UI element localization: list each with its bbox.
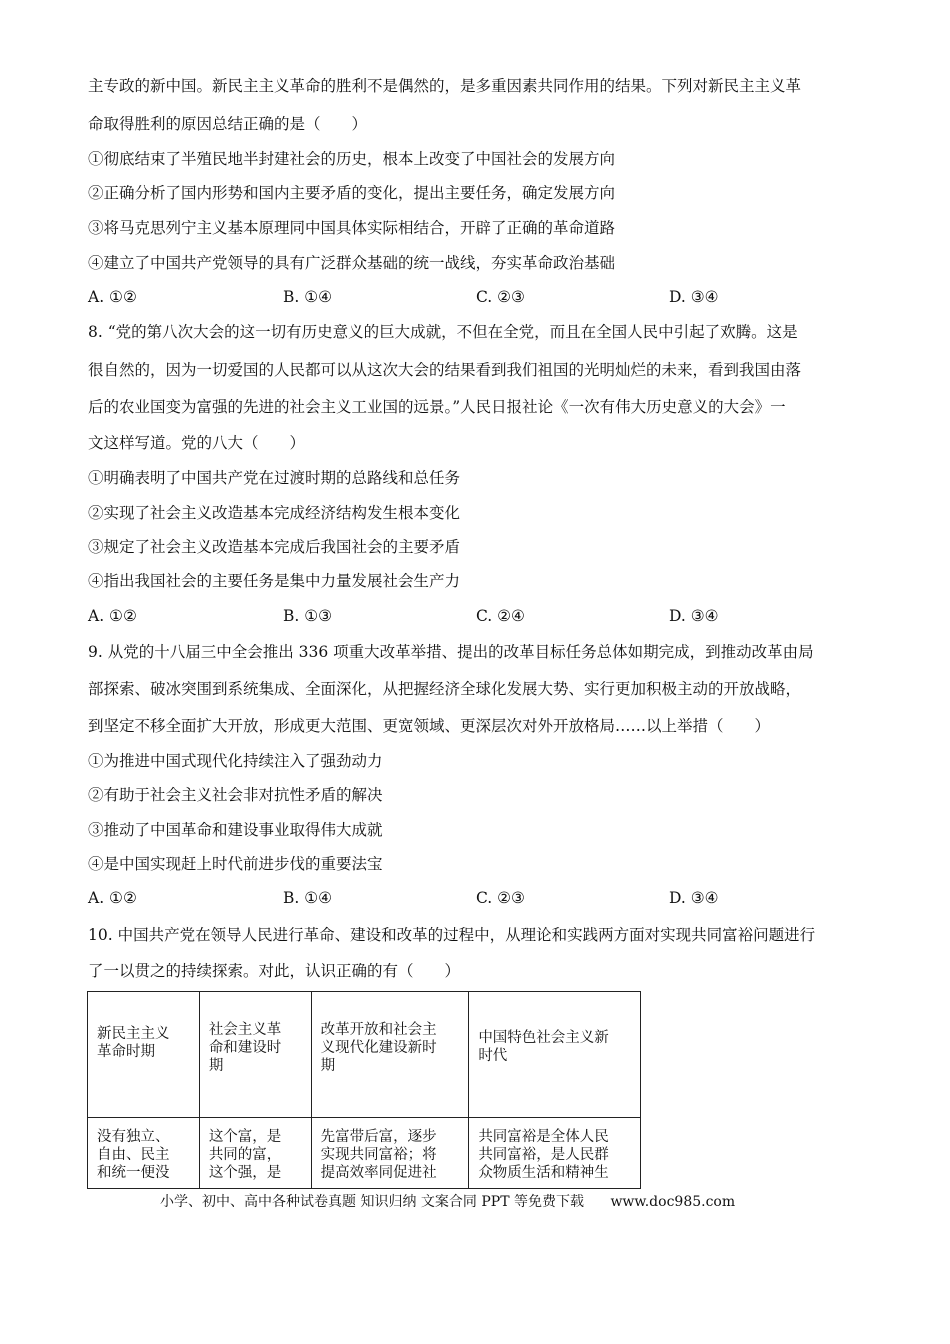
table-header-cell: 改革开放和社会主 义现代化建设新时 期 [311, 992, 469, 1118]
q8-statement: ④指出我国社会的主要任务是集中力量发展社会生产力 [88, 572, 461, 590]
q9-statement: ③推动了中国革命和建设事业取得伟大成就 [88, 821, 383, 839]
q9-statement: ④是中国实现赶上时代前进步伐的重要法宝 [88, 855, 383, 873]
table-header-cell: 中国特色社会主义新 时代 [469, 992, 641, 1118]
table-header-cell: 新民主主义 革命时期 [88, 992, 200, 1118]
footer-link[interactable]: www.doc985.com [610, 1194, 736, 1210]
q7-statement: ①彻底结束了半殖民地半封建社会的历史，根本上改变了中国社会的发展方向 [88, 150, 616, 168]
q8-stem-line: 8. “党的第八次大会的这一切有历史意义的巨大成就，不但在全党，而且在全国人民中引起了欢腾。这是 [88, 323, 798, 341]
q7-option-c: C. ②③ [476, 288, 525, 306]
table-cell: 先富带后富，逐步 实现共同富裕；将 提高效率同促进社 [311, 1118, 469, 1189]
table-row [88, 1118, 641, 1189]
q9-statement: ①为推进中国式现代化持续注入了强劲动力 [88, 752, 383, 770]
q9-stem-line: 9. 从党的十八届三中全会推出 336 项重大改革举措、提出的改革目标任务总体如期完成，到推动改革由局 [88, 643, 814, 661]
page-footer [160, 1193, 735, 1211]
footer-text: 小学、初中、高中各种试卷真题 知识归纳 文案合同 PPT 等免费下载 [160, 1194, 584, 1210]
q8-statement: ①明确表明了中国共产党在过渡时期的总路线和总任务 [88, 469, 461, 487]
q10-stem-line: 10. 中国共产党在领导人民进行革命、建设和改革的过程中，从理论和实践两方面对实现共同富裕问题进行 [88, 926, 816, 944]
q7-statement: ④建立了中国共产党领导的具有广泛群众基础的统一战线，夯实革命政治基础 [88, 254, 616, 272]
q8-option-d: D. ③④ [669, 607, 719, 625]
q9-option-c: C. ②③ [476, 889, 525, 907]
q8-statement: ③规定了社会主义改造基本完成后我国社会的主要矛盾 [88, 538, 461, 556]
q10-stem-line: 了一以贯之的持续探索。对此，认识正确的有（ ） [88, 962, 461, 980]
q7-statement: ②正确分析了国内形势和国内主要矛盾的变化，提出主要任务，确定发展方向 [88, 184, 616, 202]
q7-option-a: A. ①② [88, 288, 137, 306]
table-cell: 共同富裕是全体人民 共同富裕，是人民群 众物质生活和精神生 [469, 1118, 641, 1189]
q9-option-b: B. ①④ [283, 889, 333, 907]
q8-stem-line: 很自然的，因为一切爱国的人民都可以从这次大会的结果看到我们祖国的光明灿烂的未来，看到我国由落 [88, 361, 802, 379]
q8-stem-line: 后的农业国变为富强的先进的社会主义工业国的远景。”人民日报社论《一次有伟大历史意义的大会》一 [88, 398, 786, 416]
q9-option-a: A. ①② [88, 889, 137, 907]
q7-line: 主专政的新中国。新民主主义革命的胜利不是偶然的，是多重因素共同作用的结果。下列对新民主主义革 [88, 77, 802, 95]
q8-statement: ②实现了社会主义改造基本完成经济结构发生根本变化 [88, 504, 461, 522]
q9-statement: ②有助于社会主义社会非对抗性矛盾的解决 [88, 786, 383, 804]
q8-option-b: B. ①③ [283, 607, 333, 625]
q10-table [87, 991, 641, 1189]
q8-stem-line: 文这样写道。党的八大（ ） [88, 434, 306, 452]
table-cell: 没有独立、 自由、民主 和统一便没 [88, 1118, 200, 1189]
q7-option-d: D. ③④ [669, 288, 719, 306]
table-header-row [88, 992, 641, 1118]
q8-option-a: A. ①② [88, 607, 137, 625]
q8-option-c: C. ②④ [476, 607, 525, 625]
q7-option-b: B. ①④ [283, 288, 333, 306]
q9-stem-line: 部探索、破冰突围到系统集成、全面深化，从把握经济全球化发展大势、实行更加积极主动的开放战略， [88, 680, 802, 698]
q7-statement: ③将马克思列宁主义基本原理同中国具体实际相结合，开辟了正确的革命道路 [88, 219, 616, 237]
q9-option-d: D. ③④ [669, 889, 719, 907]
table-header-cell: 社会主义革 命和建设时 期 [199, 992, 311, 1118]
q7-line: 命取得胜利的原因总结正确的是（ ） [88, 115, 368, 133]
table-cell: 这个富，是 共同的富， 这个强，是 [199, 1118, 311, 1189]
q9-stem-line: 到坚定不移全面扩大开放，形成更大范围、更宽领域、更深层次对外开放格局……以上举措（ ） [88, 717, 771, 735]
